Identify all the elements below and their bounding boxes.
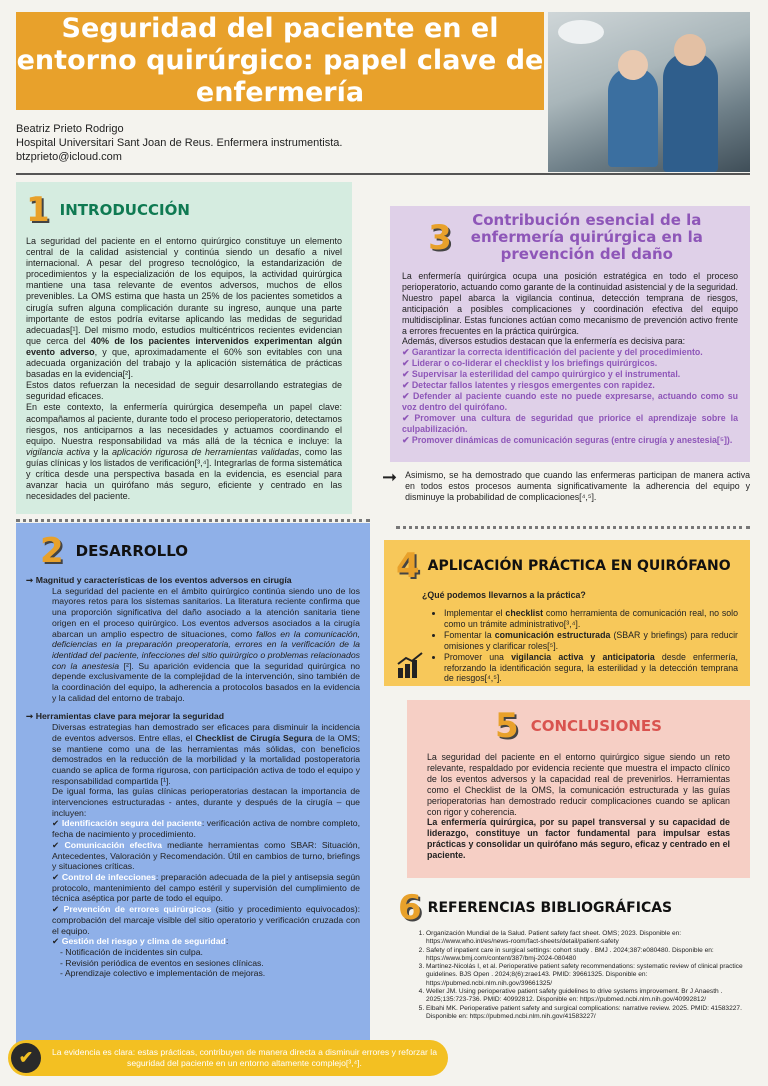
decisive-item: ✔ Promover una cultura de seguridad que priorice el aprendizaje sobre la culpabilización. — [402, 412, 738, 434]
contribucion-note — [382, 467, 750, 503]
practice-c: desde enfermería, reforzando la identificación segura, la esterilidad y la detección temprana de riesgos[⁴,⁵]. — [444, 651, 738, 684]
section-number: 2 — [40, 531, 64, 571]
section-title: REFERENCIAS BIBLIOGRÁFICAS — [427, 900, 673, 916]
arrow-icon: ➞ — [382, 467, 398, 487]
tool-item: ✔ Gestión del riesgo y clima de seguridad: — [52, 936, 229, 947]
practice-item — [444, 608, 738, 630]
chart-growth-icon — [396, 608, 430, 684]
tool-item-text: : preparación adecuada de la piel y antisepsia según protocolo, mantenimiento del campo estéril y supervisión del cumplimiento de técnica aséptica por parte de todo el equipo. — [52, 871, 360, 904]
tool-item-text: (sitio y procedimiento equivocados): comprobación del marcaje visible del sitio operatorio y verificación cruzada con el equipo. — [52, 904, 360, 936]
section-number: 5 — [495, 706, 519, 746]
arrow-icon: ➞ — [26, 575, 36, 585]
tool-item-text: : — [225, 936, 229, 947]
practice-bold: comunicación estructurada — [494, 629, 611, 640]
subheading-text: Magnitud y características de los eventos adversos en cirugía — [35, 575, 292, 585]
decisive-item-text: Detectar fallos latentes y riesgos emergentes con rapidez. — [411, 380, 655, 391]
section-contribucion — [390, 206, 750, 462]
decisive-item: ✔ Detectar fallos latentes y riesgos emergentes con rapidez. — [402, 380, 655, 391]
intro-p1c: , y que, aproximadamente el 60% son evitables con una adecuada organización del trabajo y la aplicación sistemática de prácticas basadas en la evidencia[²]. — [26, 346, 343, 380]
section-number: 1 — [26, 190, 50, 230]
author-email: btzprieto@icloud.com — [16, 151, 122, 163]
herramientas-block — [26, 722, 360, 979]
subheading-herramientas — [26, 711, 360, 722]
tool-item-text: mediante herramientas como SBAR: Situación, Antecedentes, Valoración y Recomendación. Útil en cambios de turno, briefings y situaciones críticas. — [52, 839, 360, 872]
decisive-item: ✔ Supervisar la esterilidad del campo quirúrgico y el instrumental. — [402, 369, 681, 380]
reference-item: 3. Martínez-Nicolás I, et al. Perioperative patient safety recommendations: systematic review of clinical practice guidelines. BJS Open . 2024;8(6):zrae143. PMID: 39661325. Disponible en: https://pubmed.ncbi.nlm.nih.gov/39661325/ — [426, 963, 750, 988]
surgical-lamp — [558, 20, 604, 44]
practice-c: (SBAR y briefings) para reducir omisiones y clarificar roles[⁵]. — [444, 629, 738, 651]
sub-item: - Aprendizaje colectivo e implementación de mejoras. — [60, 968, 266, 979]
practice-a: Fomentar la — [444, 629, 495, 640]
intro-p2: Estos datos refuerzan la necesidad de seguir desarrollando estrategias de seguridad eficaces. — [26, 380, 342, 402]
reference-item: 5. Elbahi MK. Perioperative patient safety and surgical complications: narrative review. 2025. PMID: 41583227. Disponible en: https://pubmed.ncbi.nlm.nih.gov/41583227/ — [426, 1005, 750, 1022]
surgeon-figure — [608, 67, 658, 167]
section-introduccion — [16, 182, 352, 514]
decisive-item: ✔ Promover dinámicas de comunicación seguras (entre cirugía y anestesia[⁵]). — [402, 434, 733, 445]
decisive-item: ✔ Defender al paciente cuando este no puede expresarse, actuando como su voz dentro del quirófano. — [402, 390, 738, 412]
reference-item: 2. Safety of inpatient care in surgical settings: cohort study . BMJ . 2024;387:e080480. Disponible en: https://www.bmj.com/content/387/bmj-2024-080480 — [426, 947, 750, 964]
tool-item-label: Control de infecciones — [61, 871, 156, 882]
intro-p1a: La seguridad del paciente en el entorno quirúrgico constituye un elemento central de la calidad asistencial y continúa siendo un desafío a nivel internacional. A pesar del progreso tecnológico, la estandarización de procedimientos y la especialización de los equipos, la actividad quirúrgica mantiene una tasa relevante de eventos adversos, muchos de ellos prevenibles. La OMS estima que hasta un 25% de los pacientes sometidos a cirugía sufren alguna complicación durante su ingreso, aunque una parte importante de estos podría evitarse aplicando las medidas de seguridad adecuadas[¹]. Del mismo modo, estudios multicéntricos recientes evidencian que cerca del — [26, 236, 342, 346]
section-title: Contribución esencial de la enfermería quirúrgica en la prevención del daño — [470, 211, 703, 263]
dotted-divider — [16, 519, 370, 522]
poster-title: Seguridad del paciente en el entorno quirúrgico: papel clave de enfermería — [16, 13, 544, 108]
footer-banner — [8, 1040, 448, 1076]
contribucion-lead: Además, diversos estudios destacan que la enfermería es decisiva para: — [402, 336, 686, 347]
contribucion-paragraph: La enfermería quirúrgica ocupa una posición estratégica en todo el proceso perioperatorio, actuando como garante de la continuidad asistencial y de la seguridad. Nuestro papel abarca la vigilancia continua, detección temprana de riesgos, anticipación a posibles complicaciones y coordinación efectiva del equipo multidisciplinar. Estas funciones actúan como mecanismo de prevención activo frente a errores frecuentes en la práctica quirúrgica. — [402, 271, 738, 336]
section-referencias — [398, 888, 750, 1021]
poster-title-banner — [16, 12, 544, 110]
intro-p3-italic1: vigilancia activa — [26, 446, 91, 457]
section-aplicacion — [384, 540, 750, 686]
nurse-head — [674, 34, 706, 66]
section-title: APLICACIÓN PRÁCTICA EN QUIRÓFANO — [427, 558, 731, 574]
references-list — [398, 930, 750, 1021]
tool-item-label: Prevención de errores quirúrgicos — [63, 904, 212, 915]
practice-item — [444, 652, 738, 685]
decisive-item: ✔ Garantizar la correcta identificación del paciente y del procedimiento. — [402, 347, 703, 358]
intro-text — [26, 236, 342, 502]
intro-p3a: En este contexto, la enfermería quirúrgica desempeña un papel clave: acompañamos al paciente, durante todo el proceso perioperatorio, detectamos riesgos, nos anticiparnos a las necesidades y actuamos coordinando el equipo. Nuestra responsabilidad va más allá de la técnica e incluye: la — [26, 402, 342, 446]
tool-item: ✔ Prevención de errores quirúrgicos (sitio y procedimiento equivocados): comprobación del marcaje visible del sitio operatorio y verificación cruzada con el equipo. — [52, 904, 360, 936]
author-affiliation: Hospital Universitari Sant Joan de Reus. Enfermera instrumentista. — [16, 137, 343, 149]
tool-item-label: Gestión del riesgo y clima de seguridad — [61, 936, 226, 947]
tool-item: ✔ Comunicación efectiva mediante herramientas como SBAR: Situación, Antecedentes, Valoración y Recomendación. Útil en cambios de turno, briefings y situaciones críticas. — [52, 839, 360, 872]
footer-text: La evidencia es clara: estas prácticas, contribuyen de manera directa a disminuir errores y reforzar la seguridad del paciente en un entorno altamente complejo[³,⁴]. — [52, 1047, 437, 1068]
nurse-figure — [663, 52, 718, 172]
s2a: Diversas estrategias han demostrado ser eficaces para disminuir la incidencia de eventos adversos. Entre ellas, el — [52, 722, 360, 743]
decisive-item: ✔ Liderar o co-liderar el checklist y los briefings quirúrgicos. — [402, 358, 658, 369]
tool-item-label: Comunicación efectiva — [64, 839, 162, 850]
surgery-photo — [548, 12, 750, 172]
author-block — [16, 122, 342, 164]
practice-a: Implementar el — [444, 608, 506, 618]
decisive-item-text: Promover dinámicas de comunicación seguras (entre cirugía y anestesia[⁵]). — [411, 434, 733, 445]
section-number: 4 — [396, 546, 420, 586]
decisive-item-text: Promover una cultura de seguridad que priorice el aprendizaje sobre la culpabilización. — [402, 412, 738, 434]
sub-item: - Notificación de incidentes sin culpa. — [60, 946, 203, 957]
section-desarrollo — [16, 523, 370, 1043]
contribucion-text — [402, 271, 738, 446]
tool-item: ✔ Control de infecciones: preparación adecuada de la piel y antisepsia según protocolo, mantenimiento del campo estéril y supervisión del cumplimiento de técnica aséptica por parte de todo el equipo. — [52, 871, 360, 904]
section-number: 3 — [428, 217, 452, 258]
section-number: 6 — [398, 888, 422, 928]
aplicacion-list — [430, 608, 738, 684]
conclusiones-bold: La enfermería quirúrgica, por su papel transversal y su capacidad de liderazgo, constituye un factor fundamental para impulsar estas prácticas y consolidar un quirófano más seguro, eficaz y centrado en el paciente. — [427, 817, 730, 861]
s1a: La seguridad del paciente en el ámbito quirúrgico continúa siendo uno de los mayores retos para los sistemas sanitarios. La literatura reciente confirma que una proporción significativa del daño asociado a la atención sanitaria tiene origen en el proceso quirúrgico. Los eventos adversos asociados a la cirugía abarcan un amplio espectro de situaciones, como — [52, 585, 360, 639]
magnitud-paragraph — [26, 586, 360, 704]
practice-c: como herramienta de comunicación real, no solo como un trámite administrativo[³,⁴]. — [444, 608, 739, 629]
intro-p3-italic2: aplicación rigurosa de herramientas validadas — [111, 446, 300, 457]
practice-bold: vigilancia activa y anticipatoria — [511, 651, 655, 662]
s1-italic: fallos en la comunicación, deficiencias en la preparación preoperatoria, errores en la verificación de la identidad del paciente, infecciones del sitio quirúrgico o problemas relacionados con la anestesia — [52, 628, 360, 671]
arrow-icon: ➞ — [26, 711, 36, 722]
intro-p3c: y la — [90, 446, 112, 457]
practice-a: Promover una — [444, 651, 512, 662]
conclusiones-text — [419, 752, 738, 861]
tool-item-label: Identificación segura del paciente — [61, 818, 202, 829]
practice-bold: checklist — [505, 608, 544, 618]
practice-item — [444, 630, 738, 652]
desarrollo-text — [26, 575, 360, 979]
reference-item: 1. Organización Mundial de la Salud. Patient safety fact sheet. OMS; 2023. Disponible en: https://www.who.int/es/news-room/fact-sheets/detail/patient-safety — [426, 930, 750, 947]
section-conclusiones — [407, 700, 750, 878]
conclusiones-paragraph: La seguridad del paciente en el entorno quirúrgico sigue siendo un reto relevante, respaldado por evidencia reciente que muestra el impacto clínico de los eventos adversos y la capacidad real de prevenirlos. Herramientas como el Checklist de la OMS, la comunicación estructurada y las guías perioperatorias han demostrado reducir complicaciones cuando se aplican con rigor y coherencia. — [427, 752, 730, 817]
intro-p3e: , como las guías clínicas y los listados de verificación[³,⁴]. Integrarlas de forma sistemática y crítica desde una perspectiva basada en la evidencia, es esencial para avanzar hacia un quirófano más seguro, eficiente y centrado en las necesidades del paciente. — [26, 446, 343, 502]
decisive-item-text: Defender al paciente cuando este no puede expresarse, actuando como su voz dentro del quirófano. — [402, 390, 738, 412]
aplicacion-question: ¿Qué podemos llevarnos a la práctica? — [422, 590, 586, 600]
s1c: [²]. Su aparición evidencia que la seguridad quirúrgica no depende exclusivamente de la complejidad de la intervención, sino también de la coordinación del equipo, la adherencia a protocolos basados en la evidencia y la calidad del entorno de trabajo. — [52, 660, 360, 703]
surgeon-head — [618, 50, 648, 80]
s2-bold: Checklist de Cirugía Segura — [195, 732, 313, 743]
decisive-item-text: Supervisar la esterilidad del campo quirúrgico y el instrumental. — [411, 369, 681, 380]
reference-item: 4. Weller JM. Using perioperative patient safety guidelines to drive systems improvement. Br J Anaesth . 2025;135:723-736. PMID: 40992812. Disponible en: https://pubmed.ncbi.nlm.nih.gov/40992812/ — [426, 988, 750, 1005]
sub-item: - Revisión periódica de eventos en sesiones clínicas. — [60, 957, 264, 968]
section-title: INTRODUCCIÓN — [59, 201, 190, 219]
intro-p1-bold: 40% de los pacientes intervenidos experimentan algún evento adverso — [26, 335, 342, 357]
section-title: DESARROLLO — [75, 542, 188, 560]
subheading-text: Herramientas clave para mejorar la seguridad — [35, 711, 225, 722]
dotted-divider — [396, 526, 750, 529]
tool-item: ✔ Identificación segura del paciente: verificación activa de nombre completo, fecha de nacimiento y procedimiento. — [52, 818, 360, 840]
section-title: CONCLUSIONES — [530, 717, 662, 735]
note-text: Asimismo, se ha demostrado que cuando las enfermeras participan de manera activa en todos estos procesos aumenta significativamente la adherencia del equipo y disminuye la probabilidad de complicaciones[⁴,⁵]. — [405, 470, 750, 502]
s2d: De igual forma, las guías clínicas perioperatorias destacan la importancia de intervenciones estructuradas - antes, durante y después de la cirugía – que incluyen: — [52, 786, 360, 818]
check-icon: ✔ — [11, 1043, 41, 1073]
s2c: de la OMS; se mantiene como una de las herramientas más sólidas, con beneficios demostrados en la reducción de la morbilidad y la mortalidad postoperatoria cuando se aplica de forma rigurosa, con participación activa de todo el equipo y responsabilidad compartida [¹]. — [52, 732, 360, 786]
decisive-item-text: Garantizar la correcta identificación del paciente y del procedimiento. — [411, 347, 703, 358]
header-divider — [16, 173, 750, 175]
decisive-item-text: Liderar o co-liderar el checklist y los briefings quirúrgicos. — [411, 358, 658, 369]
author-name: Beatriz Prieto Rodrigo — [16, 123, 124, 135]
tool-item-text: : verificación activa de nombre completo, fecha de nacimiento y procedimiento. — [52, 818, 360, 840]
subheading-magnitud — [26, 575, 360, 586]
